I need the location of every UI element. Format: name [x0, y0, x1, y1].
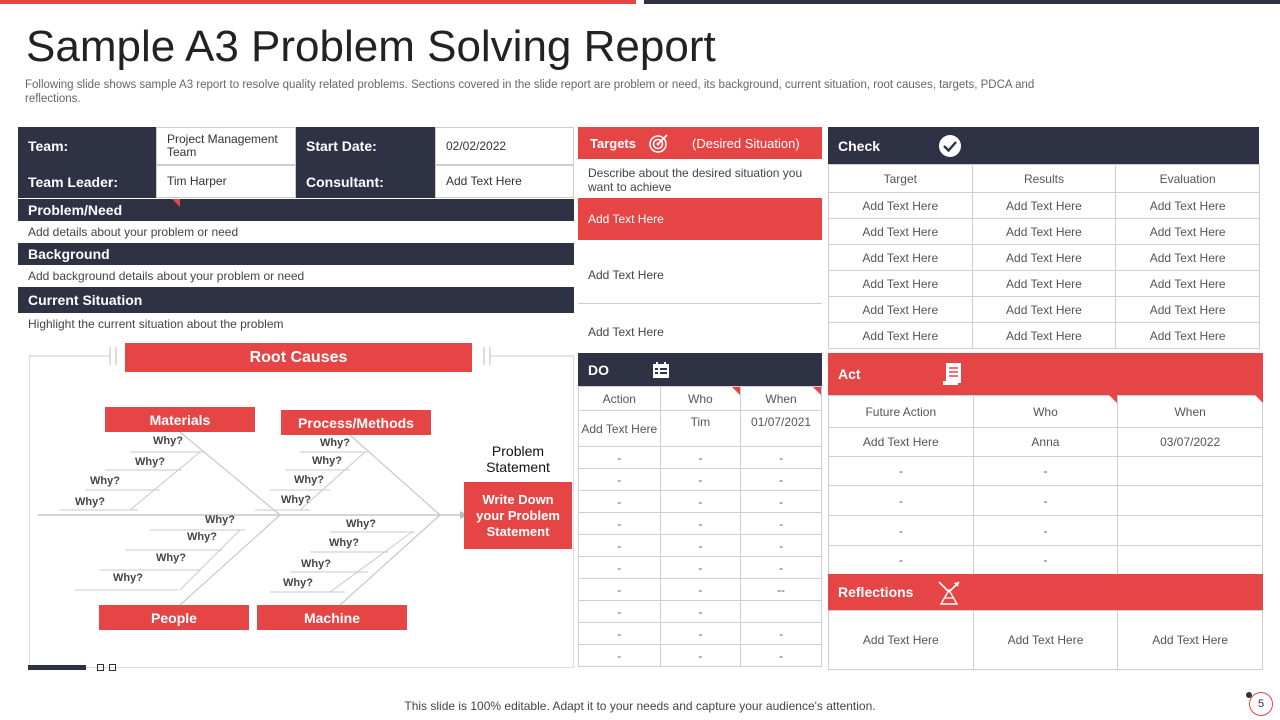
- check-header-results: Results: [972, 165, 1116, 193]
- why-label: Why?: [346, 518, 376, 530]
- do-table: [578, 386, 822, 667]
- reflection-item[interactable]: Add Text Here: [829, 611, 974, 670]
- table-cell[interactable]: -: [660, 491, 741, 513]
- scroll-icon: [941, 361, 965, 387]
- table-cell[interactable]: -: [829, 486, 974, 516]
- why-label: Why?: [187, 531, 217, 543]
- reflections-header: [828, 574, 1263, 610]
- current-situation-desc[interactable]: Highlight the current situation about the problem: [28, 317, 284, 331]
- reflections-table: [828, 610, 1263, 670]
- table-cell[interactable]: -: [660, 579, 741, 601]
- check-header-evaluation: Evaluation: [1116, 165, 1260, 193]
- table-cell[interactable]: -: [660, 557, 741, 579]
- table-cell[interactable]: -: [579, 469, 661, 491]
- table-cell[interactable]: -: [579, 601, 661, 623]
- people-label: People: [99, 605, 249, 630]
- target-item[interactable]: Add Text Here: [588, 325, 664, 339]
- table-cell[interactable]: -: [660, 535, 741, 557]
- corner-marker: [1109, 395, 1117, 403]
- table-cell[interactable]: -: [741, 469, 822, 491]
- footer-note: This slide is 100% editable. Adapt it to your needs and capture your audience's attention.: [404, 699, 876, 713]
- table-cell[interactable]: -: [579, 513, 661, 535]
- page-subtitle: Following slide shows sample A3 report to resolve quality related problems. Sections covered in the slide report are problem or need, its background, current situation, root causes, targets, PDCA and reflections.: [25, 79, 1035, 105]
- table-cell[interactable]: -: [579, 579, 661, 601]
- background-desc[interactable]: Add background details about your problem or need: [28, 269, 305, 283]
- corner-marker: [1255, 395, 1263, 403]
- table-cell[interactable]: Add Text Here: [972, 219, 1116, 245]
- start-date-value[interactable]: 02/02/2022: [435, 127, 574, 165]
- check-header: [828, 127, 1259, 164]
- page-number-dot: [1246, 692, 1252, 698]
- write-down-problem-box[interactable]: Write Down your Problem Statement: [464, 482, 572, 549]
- table-cell[interactable]: -: [973, 516, 1118, 546]
- do-header-action: Action: [579, 387, 661, 411]
- table-cell[interactable]: Add Text Here: [829, 428, 974, 457]
- table-cell[interactable]: -: [579, 447, 661, 469]
- team-label: Team:: [18, 127, 156, 165]
- why-label: Why?: [329, 537, 359, 549]
- act-header-when: When: [1118, 396, 1263, 428]
- checkmark-icon: [938, 134, 962, 158]
- table-cell[interactable]: -: [973, 546, 1118, 575]
- table-cell[interactable]: -: [741, 491, 822, 513]
- why-label: Why?: [301, 558, 331, 570]
- table-cell[interactable]: -: [579, 645, 661, 667]
- targets-desc: Describe about the desired situation you want to achieve: [588, 166, 803, 194]
- progress-bar: [28, 665, 86, 670]
- table-cell[interactable]: Add Text Here: [829, 193, 973, 219]
- slide-dot[interactable]: [97, 664, 104, 671]
- act-header-future-action: Future Action: [829, 396, 974, 428]
- corner-marker: [813, 387, 821, 395]
- table-cell[interactable]: -: [829, 516, 974, 546]
- act-table: [828, 395, 1263, 575]
- why-label: Why?: [113, 572, 143, 584]
- table-cell[interactable]: -: [579, 623, 661, 645]
- table-cell[interactable]: -: [973, 457, 1118, 486]
- table-cell[interactable]: -: [973, 486, 1118, 516]
- table-cell[interactable]: -: [741, 623, 822, 645]
- table-cell[interactable]: -: [741, 513, 822, 535]
- table-cell[interactable]: -: [829, 546, 974, 575]
- table-cell[interactable]: -: [741, 535, 822, 557]
- why-label: Why?: [320, 437, 350, 449]
- table-cell[interactable]: Add Text Here: [579, 411, 661, 447]
- table-cell[interactable]: Add Text Here: [829, 297, 973, 323]
- consultant-value[interactable]: Add Text Here: [435, 165, 574, 198]
- team-leader-label: Team Leader:: [18, 165, 156, 198]
- team-leader-value[interactable]: Tim Harper: [156, 165, 296, 198]
- why-label: Why?: [294, 474, 324, 486]
- reflections-title: Reflections: [838, 584, 914, 600]
- why-label: Why?: [205, 514, 235, 526]
- table-cell[interactable]: [1118, 457, 1263, 486]
- targets-subtitle: (Desired Situation): [692, 135, 800, 151]
- materials-label: Materials: [105, 407, 255, 432]
- target-icon: [648, 132, 670, 154]
- problem-statement-label: Problem Statement: [486, 443, 550, 475]
- targets-title: Targets: [590, 135, 636, 151]
- problem-need-desc[interactable]: Add details about your problem or need: [28, 225, 239, 239]
- slide-dot[interactable]: [109, 664, 116, 671]
- corner-marker: [732, 387, 740, 395]
- targets-header: [578, 127, 822, 159]
- reflection-icon: [935, 578, 963, 606]
- why-label: Why?: [281, 494, 311, 506]
- why-label: Why?: [312, 455, 342, 467]
- process-methods-label: Process/Methods: [281, 410, 431, 435]
- problem-need-header: Problem/Need: [18, 199, 574, 221]
- table-cell[interactable]: Add Text Here: [829, 323, 973, 349]
- table-cell[interactable]: -: [660, 623, 741, 645]
- act-title: Act: [838, 366, 861, 382]
- why-label: Why?: [90, 475, 120, 487]
- background-header: Background: [18, 243, 574, 265]
- target-item[interactable]: Add Text Here: [578, 198, 822, 240]
- why-label: Why?: [156, 552, 186, 564]
- table-cell[interactable]: -: [741, 645, 822, 667]
- current-situation-header: Current Situation: [18, 287, 574, 313]
- why-label: Why?: [283, 577, 313, 589]
- table-cell[interactable]: Add Text Here: [829, 219, 973, 245]
- act-header: [828, 353, 1263, 395]
- table-cell[interactable]: -: [660, 601, 741, 623]
- table-cell[interactable]: Add Text Here: [972, 193, 1116, 219]
- table-cell[interactable]: --: [741, 579, 822, 601]
- table-cell[interactable]: -: [660, 469, 741, 491]
- do-header-who: Who: [660, 387, 741, 411]
- table-cell[interactable]: -: [579, 557, 661, 579]
- page-number: [1249, 692, 1273, 716]
- do-header: [578, 353, 822, 386]
- table-cell[interactable]: [1118, 546, 1263, 575]
- page-number-text: 5: [1257, 698, 1265, 710]
- reflection-item[interactable]: Add Text Here: [973, 611, 1118, 670]
- table-cell[interactable]: 01/07/2021: [741, 411, 822, 447]
- table-cell[interactable]: Add Text Here: [1116, 219, 1260, 245]
- table-cell[interactable]: -: [579, 535, 661, 557]
- why-label: Why?: [135, 456, 165, 468]
- table-cell[interactable]: [1118, 486, 1263, 516]
- target-item[interactable]: Add Text Here: [578, 246, 822, 304]
- table-cell[interactable]: -: [741, 557, 822, 579]
- root-causes-title: Root Causes: [125, 343, 472, 372]
- table-cell[interactable]: [741, 601, 822, 623]
- table-cell[interactable]: Add Text Here: [1116, 271, 1260, 297]
- reflection-item[interactable]: Add Text Here: [1118, 611, 1263, 670]
- table-cell[interactable]: Add Text Here: [1116, 245, 1260, 271]
- table-cell[interactable]: [1118, 516, 1263, 546]
- check-header-target: Target: [829, 165, 973, 193]
- table-cell[interactable]: Add Text Here: [1116, 297, 1260, 323]
- table-cell[interactable]: Add Text Here: [972, 245, 1116, 271]
- why-label: Why?: [75, 496, 105, 508]
- table-cell[interactable]: Tim: [660, 411, 741, 447]
- table-cell[interactable]: -: [579, 491, 661, 513]
- page-title: Sample A3 Problem Solving Report: [26, 22, 716, 71]
- consultant-label: Consultant:: [296, 165, 435, 198]
- table-cell[interactable]: -: [660, 645, 741, 667]
- table-cell[interactable]: Add Text Here: [972, 323, 1116, 349]
- machine-label: Machine: [257, 605, 407, 630]
- table-cell[interactable]: Add Text Here: [1116, 193, 1260, 219]
- table-cell[interactable]: -: [660, 447, 741, 469]
- start-date-label: Start Date:: [296, 127, 435, 165]
- check-title: Check: [838, 137, 881, 154]
- table-cell[interactable]: Add Text Here: [829, 271, 973, 297]
- table-cell[interactable]: -: [660, 513, 741, 535]
- do-title: DO: [588, 361, 609, 378]
- table-cell[interactable]: 03/07/2022: [1118, 428, 1263, 457]
- table-cell[interactable]: -: [829, 457, 974, 486]
- table-cell[interactable]: Add Text Here: [1116, 323, 1260, 349]
- table-cell[interactable]: Add Text Here: [972, 297, 1116, 323]
- do-header-when: When: [741, 387, 822, 411]
- table-cell[interactable]: Anna: [973, 428, 1118, 457]
- table-cell[interactable]: Add Text Here: [829, 245, 973, 271]
- check-table: [828, 164, 1260, 349]
- table-cell[interactable]: -: [741, 447, 822, 469]
- why-label: Why?: [153, 435, 183, 447]
- calendar-icon: [651, 360, 671, 380]
- act-header-who: Who: [973, 396, 1118, 428]
- table-cell[interactable]: Add Text Here: [972, 271, 1116, 297]
- team-value[interactable]: Project Management Team: [156, 127, 296, 165]
